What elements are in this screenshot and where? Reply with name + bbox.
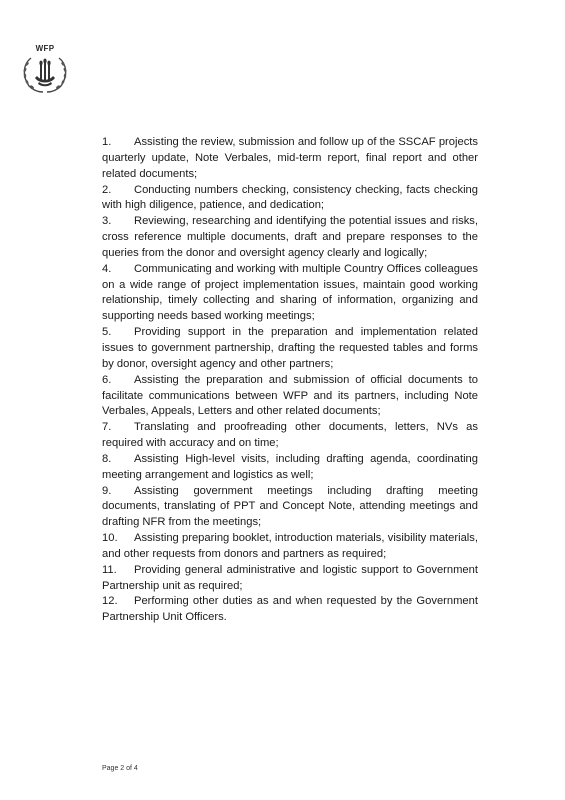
- item-number: 9.: [102, 484, 112, 497]
- wfp-emblem-icon: [19, 54, 71, 94]
- item-text: Providing support in the preparation and implementation related issues to government partnership, drafting the requested tables and forms by donor, oversight agency and other partners;: [102, 326, 478, 370]
- item-number: 2.: [102, 183, 112, 196]
- item-number: 5.: [102, 326, 112, 339]
- item-text: Assisting government meetings including drafting meeting documents, translating of PPT and Concept Note, attending meetings and drafting NFR from the meetings;: [102, 484, 478, 529]
- duties-list: [102, 135, 478, 626]
- item-number: 10.: [102, 532, 118, 545]
- item-number: 11.: [102, 563, 117, 576]
- item-number: 3.: [102, 215, 112, 228]
- item-number: 7.: [102, 421, 112, 434]
- list-item: [102, 563, 478, 595]
- item-text: Assisting preparing booklet, introduction materials, visibility materials, and other requests from donors and partners as required;: [102, 532, 478, 560]
- list-item: [102, 183, 478, 215]
- item-number: 1.: [102, 136, 112, 148]
- list-item: [102, 452, 478, 484]
- item-text: Communicating and working with multiple Country Offices colleagues on a wide range of project implementation issues, maintain good working relationship, timely collecting and sharing of information, organizing and supporting needs based working meetings;: [102, 262, 478, 323]
- item-text: Conducting numbers checking, consistency checking, facts checking with high diligence, patience, and dedication;: [102, 183, 478, 212]
- list-item: [102, 135, 478, 183]
- item-number: 4.: [102, 262, 112, 275]
- list-item: [102, 262, 478, 325]
- item-text: Assisting the review, submission and follow up of the SSCAF projects quarterly update, Note Verbales, mid-term report, final report and other related documents;: [102, 136, 478, 180]
- list-item: [102, 484, 478, 532]
- list-item: [102, 594, 478, 626]
- wfp-logo: [19, 44, 71, 94]
- item-number: 8.: [102, 452, 112, 465]
- list-item: [102, 325, 478, 373]
- item-text: Assisting the preparation and submission of official documents to facilitate communications between WFP and its partners, including Note Verbales, Appeals, Letters and other related documents;: [102, 373, 478, 418]
- page-number-footer: Page 2 of 4: [102, 765, 138, 772]
- item-number: 12.: [102, 595, 118, 608]
- list-item: [102, 531, 478, 563]
- item-text: Reviewing, researching and identifying the potential issues and risks, cross reference multiple documents, draft and prepare responses to the queries from the donor and oversight agency clearly and logically;: [102, 215, 478, 259]
- list-item: [102, 214, 478, 262]
- logo-text: WFP: [35, 44, 55, 53]
- list-item: [102, 420, 478, 452]
- item-text: Translating and proofreading other documents, letters, NVs as required with accuracy and on time;: [102, 421, 478, 450]
- item-number: 6.: [102, 373, 112, 386]
- list-item: [102, 373, 478, 421]
- item-text: Assisting High-level visits, including drafting agenda, coordinating meeting arrangement and logistics as well;: [102, 452, 478, 481]
- item-text: Providing general administrative and logistic support to Government Partnership unit as required;: [102, 563, 478, 592]
- item-text: Performing other duties as and when requested by the Government Partnership Unit Officers.: [102, 595, 478, 624]
